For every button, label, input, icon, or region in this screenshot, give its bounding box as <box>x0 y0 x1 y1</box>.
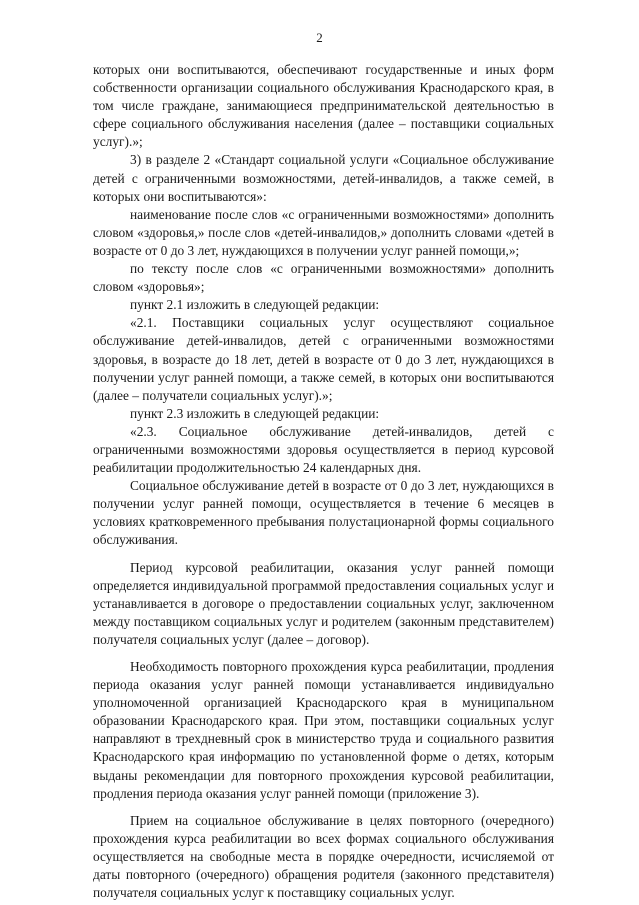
paragraph-item-3: 3) в разделе 2 «Стандарт социальной услуги «Социальное обслуживание детей с ограниченными возможностями, детей-инвалидов, а также семей, в которых они воспитываются»: <box>93 152 554 204</box>
paragraph-early-help: Социальное обслуживание детей в возрасте от 0 до 3 лет, нуждающихся в получении услуг ранней помощи, осуществляется в течение 6 месяцев в условиях кратковременного пребывания полустационарной формы социального обслуживания. <box>93 478 554 548</box>
paragraph-clause-2-3: «2.3. Социальное обслуживание детей-инвалидов, детей с ограниченными возможностями здоровья осуществляется в период курсовой реабилитации продолжительностью 24 календарных дня. <box>93 423 554 476</box>
paragraph-name-amendment: наименование после слов «с ограниченными возможностями» дополнить словом «здоровья,» после слов «детей-инвалидов,» дополнить словами «детей в возрасте от 0 до 3 лет, нуждающихся в получении услуг ранней помощи,»; <box>93 206 554 258</box>
paragraph-clause-2-1-intro: пункт 2.1 изложить в следующей редакции: <box>130 297 380 313</box>
paragraph-clause-2-1: «2.1. Поставщики социальных услуг осуществляют социальное обслуживание детей-инвалидов, детей с ограниченными возможностями здоровья, в возрасте до 18 лет, детей в возрасте от 0 до 3 лет, нуждающихся в получении услуг ранней помощи, а также семей, в которых они воспитываются (далее – получатели социальных услуг).»; <box>93 315 554 403</box>
paragraph-clause-2-3-intro: пункт 2.3 изложить в следующей редакции: <box>130 405 380 421</box>
document-body <box>93 61 554 902</box>
paragraph-repeat-course: Необходимость повторного прохождения курса реабилитации, продления периода оказания услуг ранней помощи устанавливается индивидуально уполномоченной организацией Краснодарского края в муниципальном образовании Краснодарского края. При этом, поставщики социальных услуг направляют в трехдневный срок в министерство труда и социального развития Краснодарского края информацию по установленной форме о детях, которым выданы рекомендации для повторного прохождения курсовой реабилитации, продления периода оказания услуг ранней помощи (приложение 3). <box>93 659 554 801</box>
page-number: 2 <box>316 30 323 45</box>
paragraph-text-amendment: по тексту после слов «с ограниченными возможностями» дополнить словом «здоровья»; <box>93 261 554 295</box>
paragraph-admission: Прием на социальное обслуживание в целях повторного (очередного) прохождения курса реабилитации во всех формах социального обслуживания осуществляется на свободные места в порядке очередности, исчисляемой от даты повторного (очередного) обращения родителя (законного представителя) получателя социальных услуг к поставщику социальных услуг. <box>93 812 554 901</box>
paragraph-continuation: которых они воспитываются, обеспечивают государственные и иных форм собственности организации социального обслуживания Краснодарского края, в том числе граждане, занимающиеся предпринимательской деятельностью в сфере социального обслуживания населения (далее – поставщики социальных услуг).»; <box>93 62 554 150</box>
paragraph-period: Период курсовой реабилитации, оказания услуг ранней помощи определяется индивидуальной программой предоставления социальных услуг и устанавливается в договоре о предоставлении социальных услуг, заключенном между поставщиком социальных услуг и родителем (законным представителем) получателя социальных услуг (далее – договор). <box>93 559 554 647</box>
